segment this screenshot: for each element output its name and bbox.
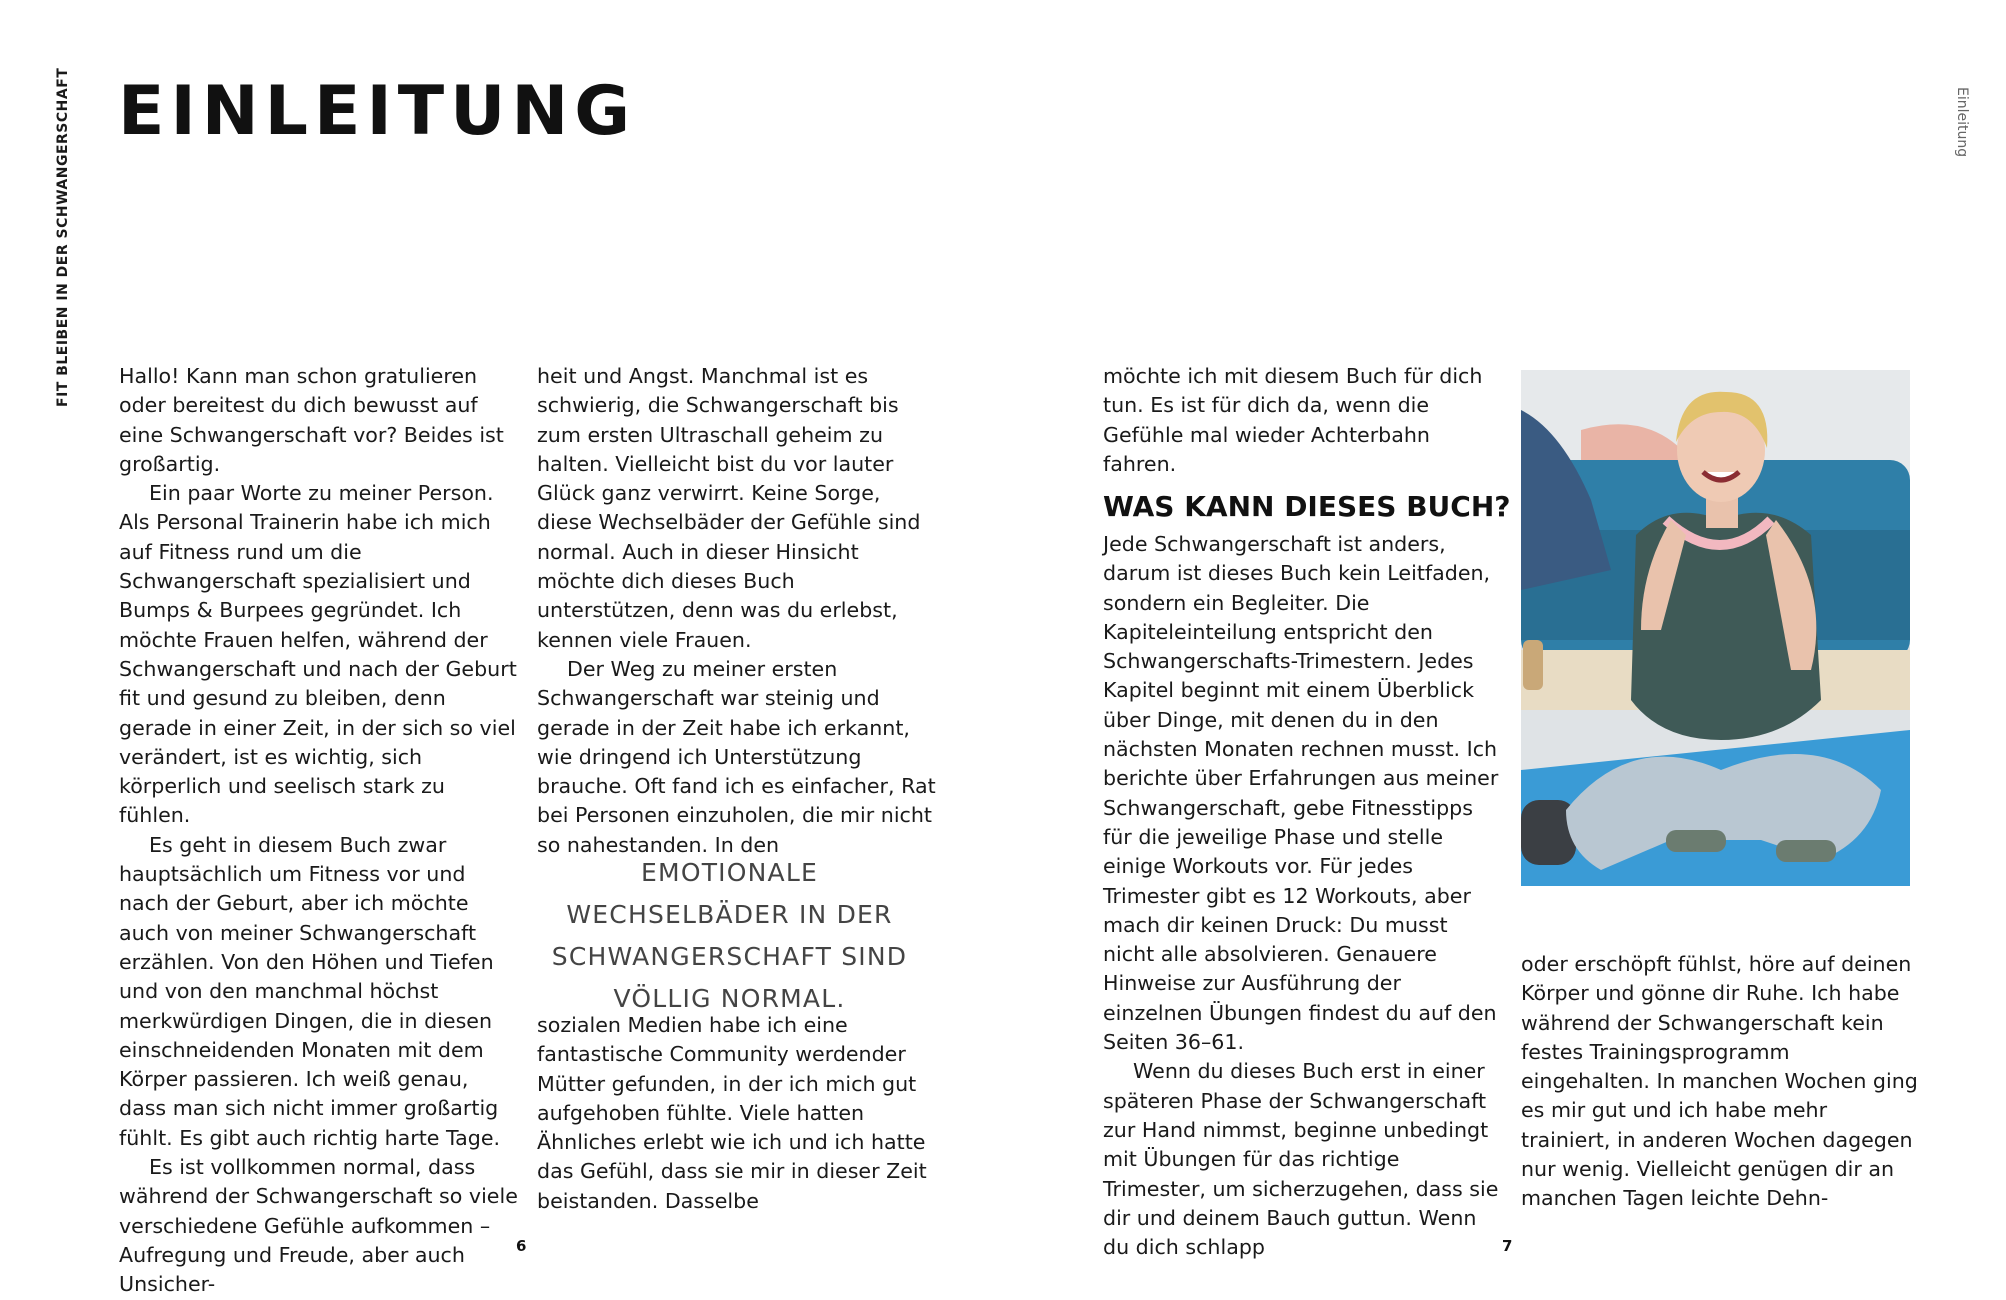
- running-head-left: [55, 67, 79, 407]
- text-column-2-top: [537, 362, 937, 860]
- running-head-right: [1950, 87, 1974, 187]
- paragraph: sozialen Medien habe ich eine fantastische Community werdender Mütter gefunden, in der ich mich gut aufgehoben fühlte. Viele hatten Ähnliches erlebt wie ich und ich hatte das Gefühl, dass sie mir in dieser Zeit beistanden. Dasselbe: [537, 1013, 927, 1213]
- section-heading: WAS KANN DIESES BUCH?: [1103, 490, 1511, 523]
- text-column-4: [1521, 950, 1921, 1214]
- paragraph: Der Weg zu meiner ersten Schwangerschaft war steinig und gerade in der Zeit habe ich erkannt, wie dringend ich Unterstützung brauche. Oft fand ich es einfacher, Rat bei Personen einzuholen, die mir nicht so nahestanden. In den: [537, 656, 936, 857]
- paragraph: oder erschöpft fühlst, höre auf deinen Körper und gönne dir Ruhe. Ich habe während der Schwangerschaft kein festes Trainingsprogramm eingehalten. In manchen Wochen ging es mir gut und ich habe mehr trainiert, in anderen Wochen dagegen nur wenig. Vielleicht genügen dir an manchen Tagen leichte Dehn-: [1521, 952, 1918, 1211]
- paragraph: Hallo! Kann man schon gratulieren oder bereitest du dich bewusst auf eine Schwangerschaft vor? Beides ist großartig.: [119, 364, 504, 476]
- paragraph: Jede Schwangerschaft ist anders, darum ist dieses Buch kein Leitfaden, sondern ein Begleiter. Die Kapiteleinteilung entspricht den Schwangerschafts-Trimestern. Jedes Kapitel beginnt mit einem Überblick über Dinge, mit denen du in den nächsten Monaten rechnen musst. Ich berichte über Erfahrungen aus meiner Schwangerschaft, gebe Fitnesstipps für die jeweilige Phase und stelle einige Workouts vor. Für jedes Trimester gibt es 12 Workouts, aber mach dir keinen Druck: Du musst nicht alle absolvieren. Genauere Hinweise zur Ausführung der einzelnen Übungen findest du auf den Seiten 36–61.: [1103, 532, 1499, 1055]
- running-head-right-text: Einleitung: [1954, 87, 1970, 158]
- paragraph: Es geht in diesem Buch zwar hauptsächlich um Fitness vor und nach der Geburt, aber ich möchte auch von meiner Schwangerschaft erzählen. Von den Höhen und Tiefen und von den manchmal höchst merkwürdigen Dingen, die in diesen einschneidenden Monaten mit dem Körper passieren. Ich weiß genau, dass man sich nicht immer großartig fühlt. Es gibt auch richtig harte Tage.: [119, 832, 501, 1150]
- page-number-left: 6: [516, 1237, 527, 1255]
- page-number-right: 7: [1502, 1237, 1513, 1255]
- photo-illustration: [1521, 370, 1910, 886]
- page-title: EINLEITUNG: [118, 72, 637, 151]
- running-head-left-text: FIT BLEIBEN IN DER SCHWANGERSCHAFT: [55, 67, 71, 407]
- photo-shoe-right: [1776, 840, 1836, 862]
- text-column-3-top: [1103, 362, 1503, 479]
- paragraph: heit und Angst. Manchmal ist es schwierig, die Schwangerschaft bis zum ersten Ultraschall geheim zu halten. Vielleicht bist du vor lauter Glück ganz verwirrt. Keine Sorge, diese Wechselbäder der Gefühle sind normal. Auch in dieser Hinsicht möchte dich dieses Buch unterstützen, denn was du erlebst, kennen viele Frauen.: [537, 364, 921, 652]
- paragraph: Ein paar Worte zu meiner Person. Als Personal Trainerin habe ich mich auf Fitness rund um die Schwangerschaft spezialisiert und Bumps & Burpees gegründet. Ich möchte Frauen helfen, während der Schwangerschaft und nach der Geburt fit und gesund zu bleiben, denn gerade in einer Zeit, in der sich so viel verändert, ist es wichtig, sich körperlich und seelisch stark zu fühlen.: [119, 481, 517, 828]
- paragraph: Es ist vollkommen normal, dass während der Schwangerschaft so viele verschiedene Gefühle aufkommen – Aufregung und Freude, aber auch Unsicher-: [119, 1155, 518, 1297]
- photo-sofa-foot: [1523, 640, 1543, 690]
- photo-smile: [1703, 472, 1739, 480]
- paragraph: möchte ich mit diesem Buch für dich tun. Es ist für dich da, wenn die Gefühle mal wieder Achterbahn fahren.: [1103, 364, 1483, 476]
- photo-pregnant-woman: [1521, 370, 1910, 886]
- pull-quote: EMOTIONALE WECHSELBÄDER IN DER SCHWANGERSCHAFT SIND VÖLLIG NORMAL.: [551, 858, 908, 1013]
- photo-shoe-left: [1666, 830, 1726, 852]
- paragraph: Wenn du dieses Buch erst in einer späteren Phase der Schwangerschaft zur Hand nimmst, beginne unbedingt mit Übungen für das richtige Trimester, um sicherzugehen, dass sie dir und deinem Bauch guttun. Wenn du dich schlapp: [1103, 1059, 1499, 1260]
- text-column-1: [119, 362, 519, 1300]
- text-column-3-bottom: [1103, 530, 1503, 1262]
- text-column-2-bottom: [537, 1011, 937, 1216]
